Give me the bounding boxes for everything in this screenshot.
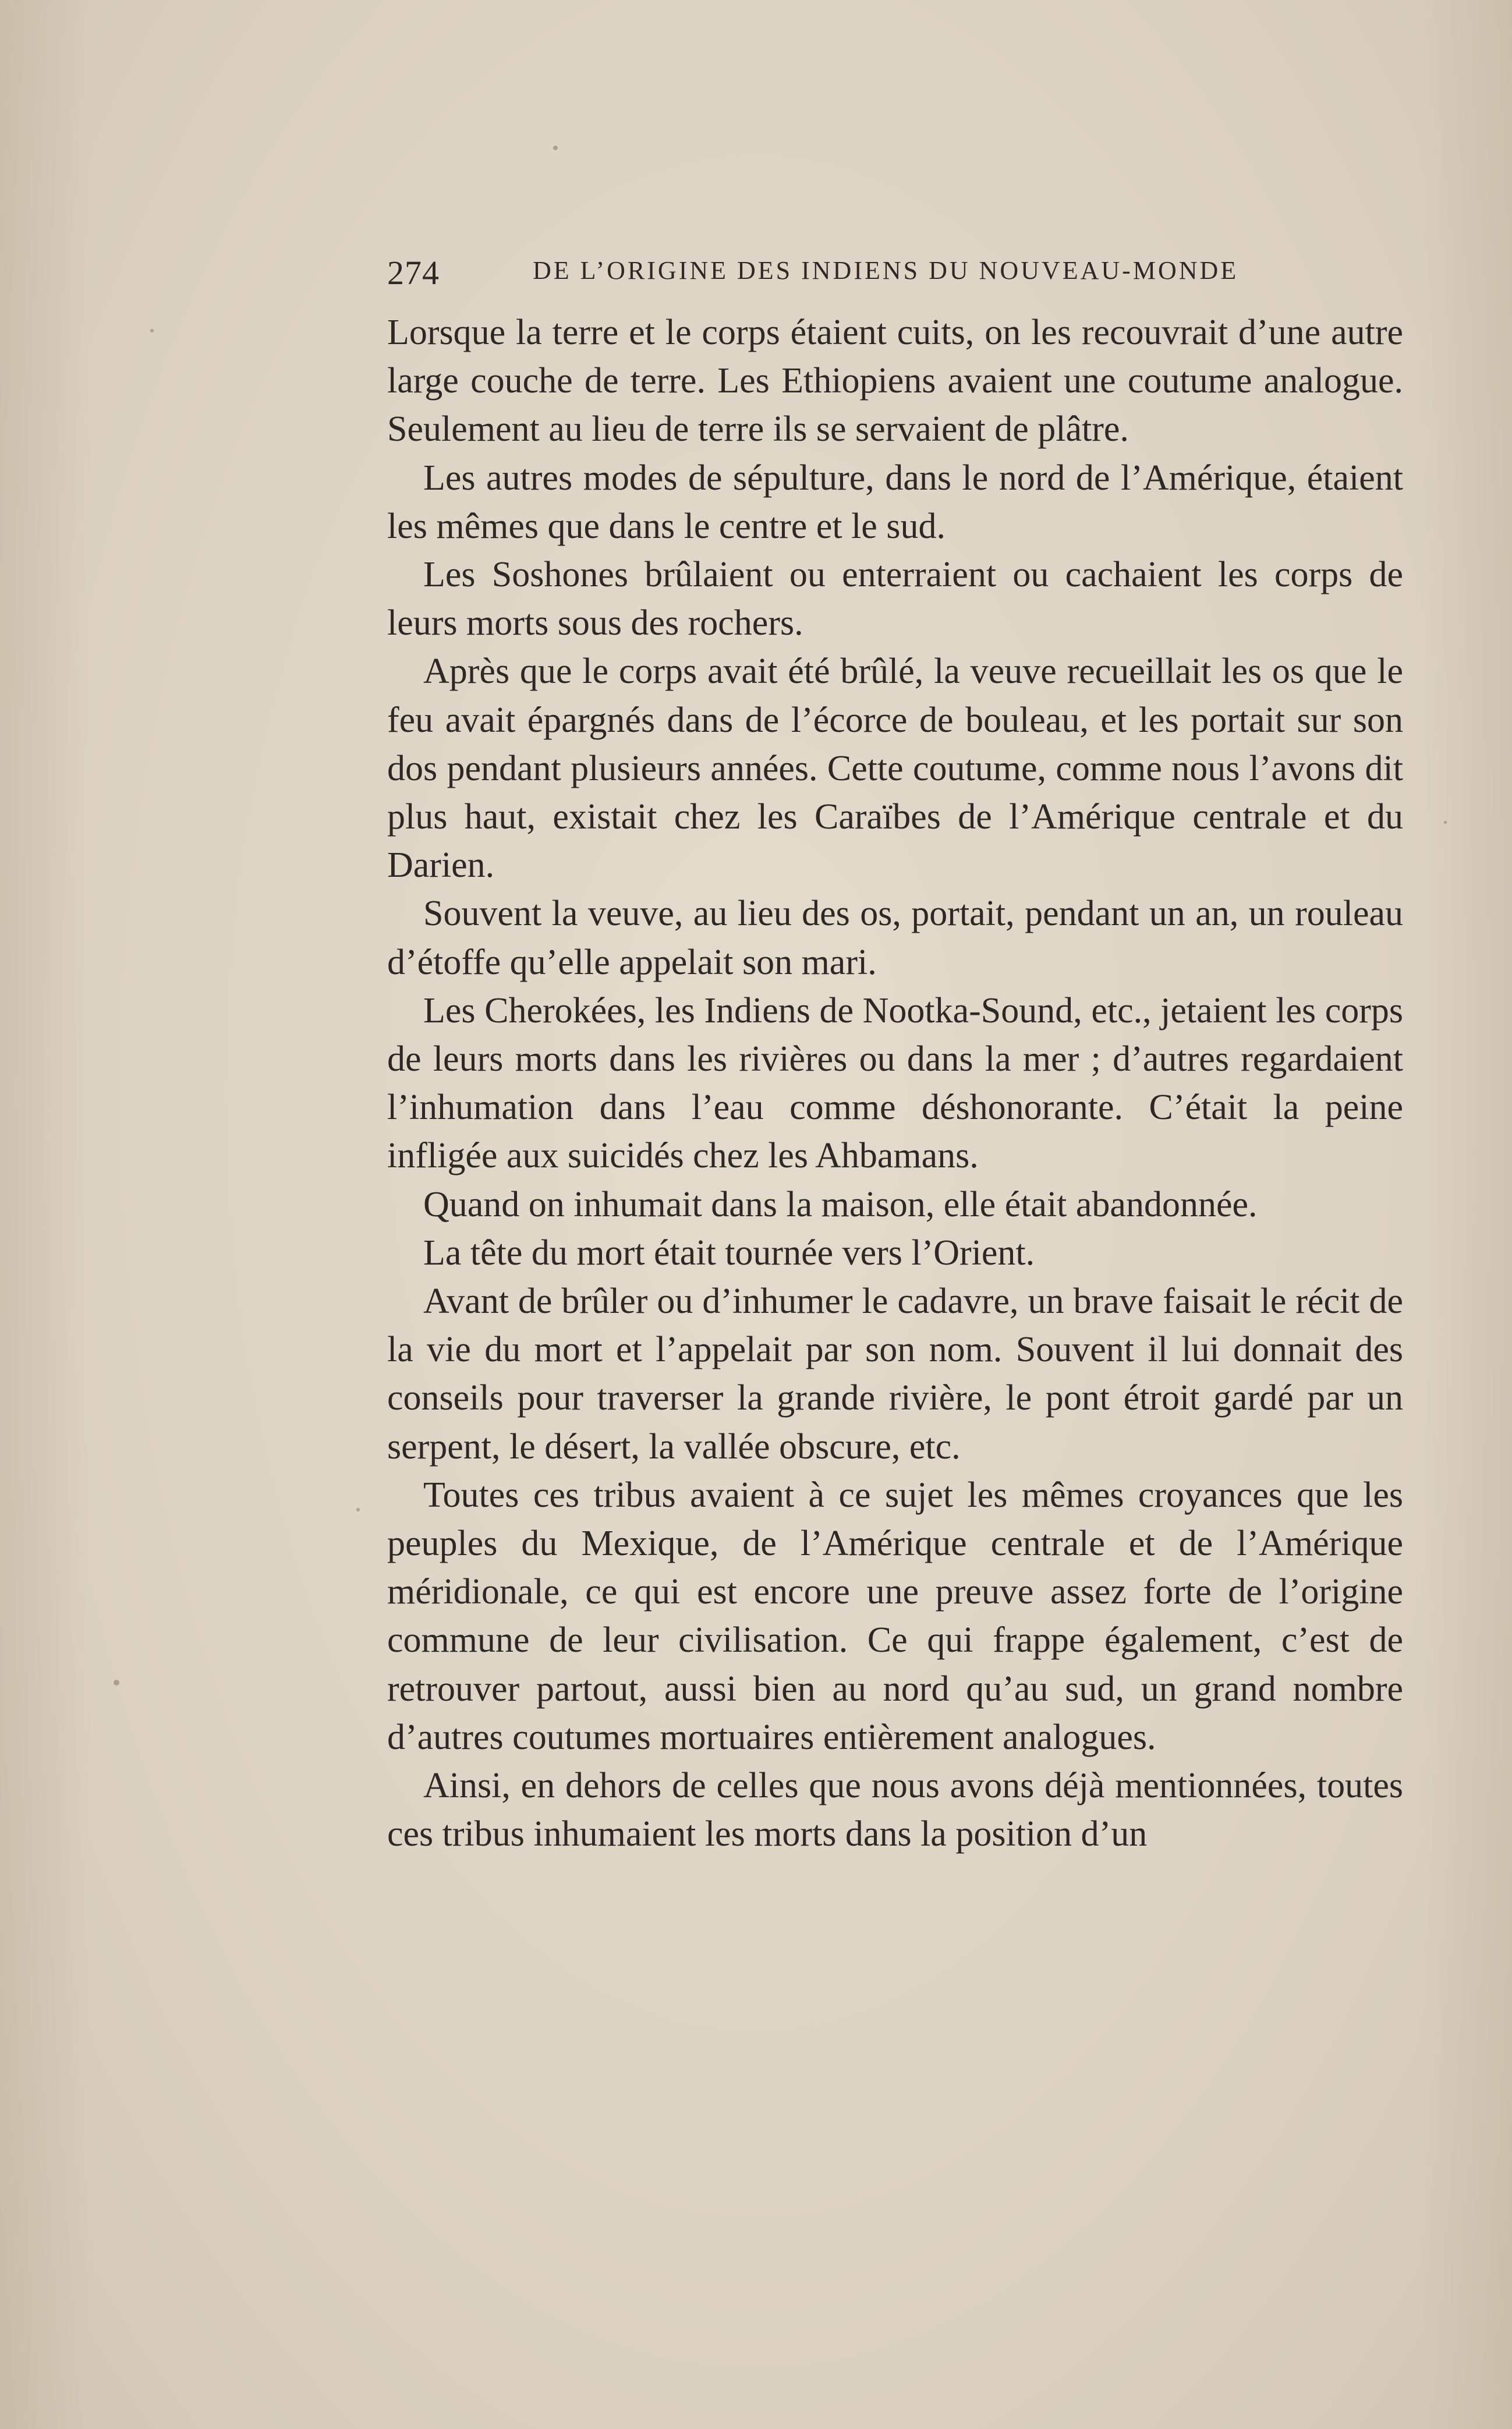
paper-speck	[150, 329, 154, 332]
body-text	[387, 309, 1403, 2009]
paragraph: Après que le corps avait été brûlé, la veuve recueillait les os que le feu avait épargnés dans de l’écorce de bouleau, et les portait sur son dos pendant plusieurs années. Cette coutume, comme nous l’avons dit plus haut, existait chez les Caraïbes de l’Amérique centrale et du Darien.	[387, 651, 1403, 886]
paper-speck	[1444, 821, 1447, 824]
paragraph: Les Cherokées, les Indiens de Nootka-Sound, etc., jetaient les corps de leurs morts dans les rivières ou dans la mer ; d’autres regardaient l’inhumation dans l’eau comme déshonorante. C’était la peine infligée aux suicidés chez les Ahbamans.	[387, 990, 1403, 1176]
page-number: 274	[387, 254, 440, 292]
paper-speck	[356, 1508, 360, 1511]
paragraph: Les autres modes de sépulture, dans le nord de l’Amérique, étaient les mêmes que dans le centre et le sud.	[387, 458, 1403, 546]
paragraph: Les Soshones brûlaient ou enterraient ou cachaient les corps de leurs morts sous des rochers.	[387, 555, 1403, 643]
paper-speck	[553, 146, 558, 150]
paragraph: Ainsi, en dehors de celles que nous avons déjà mentionnées, toutes ces tribus inhumaient les morts dans la position d’un	[387, 1766, 1403, 1854]
paragraph: Toutes ces tribus avaient à ce sujet les mêmes croyances que les peuples du Mexique, de l’Amérique centrale et de l’Amérique méridionale, ce qui est encore une preuve assez forte de l’origine commune de leur civilisation. Ce qui frappe également, c’est de retrouver partout, aussi bien au nord qu’au sud, un grand nombre d’autres coutumes mortuaires entièrement analogues.	[387, 1475, 1403, 1757]
page-header	[387, 247, 1412, 300]
running-head: DE L’ORIGINE DES INDIENS DU NOUVEAU-MONDE	[533, 256, 1239, 285]
paragraph: Lorsque la terre et le corps étaient cuits, on les recouvrait d’une autre large couche de terre. Les Ethiopiens avaient une coutume analogue. Seulement au lieu de terre ils se servaient de plâtre.	[387, 313, 1403, 449]
paragraph: Souvent la veuve, au lieu des os, portait, pendant un an, un rouleau d’étoffe qu’elle appelait son mari.	[387, 894, 1403, 982]
paragraph: La tête du mort était tournée vers l’Orient.	[423, 1233, 1035, 1273]
paper-speck	[114, 1680, 119, 1686]
paragraph: Avant de brûler ou d’inhumer le cadavre, un brave faisait le récit de la vie du mort et l’appelait par son nom. Souvent il lui donnait des conseils pour traverser la grande rivière, le pont étroit gardé par un serpent, le désert, la vallée obscure, etc.	[387, 1281, 1403, 1467]
paragraph: Quand on inhumait dans la maison, elle était abandonnée.	[423, 1184, 1258, 1224]
